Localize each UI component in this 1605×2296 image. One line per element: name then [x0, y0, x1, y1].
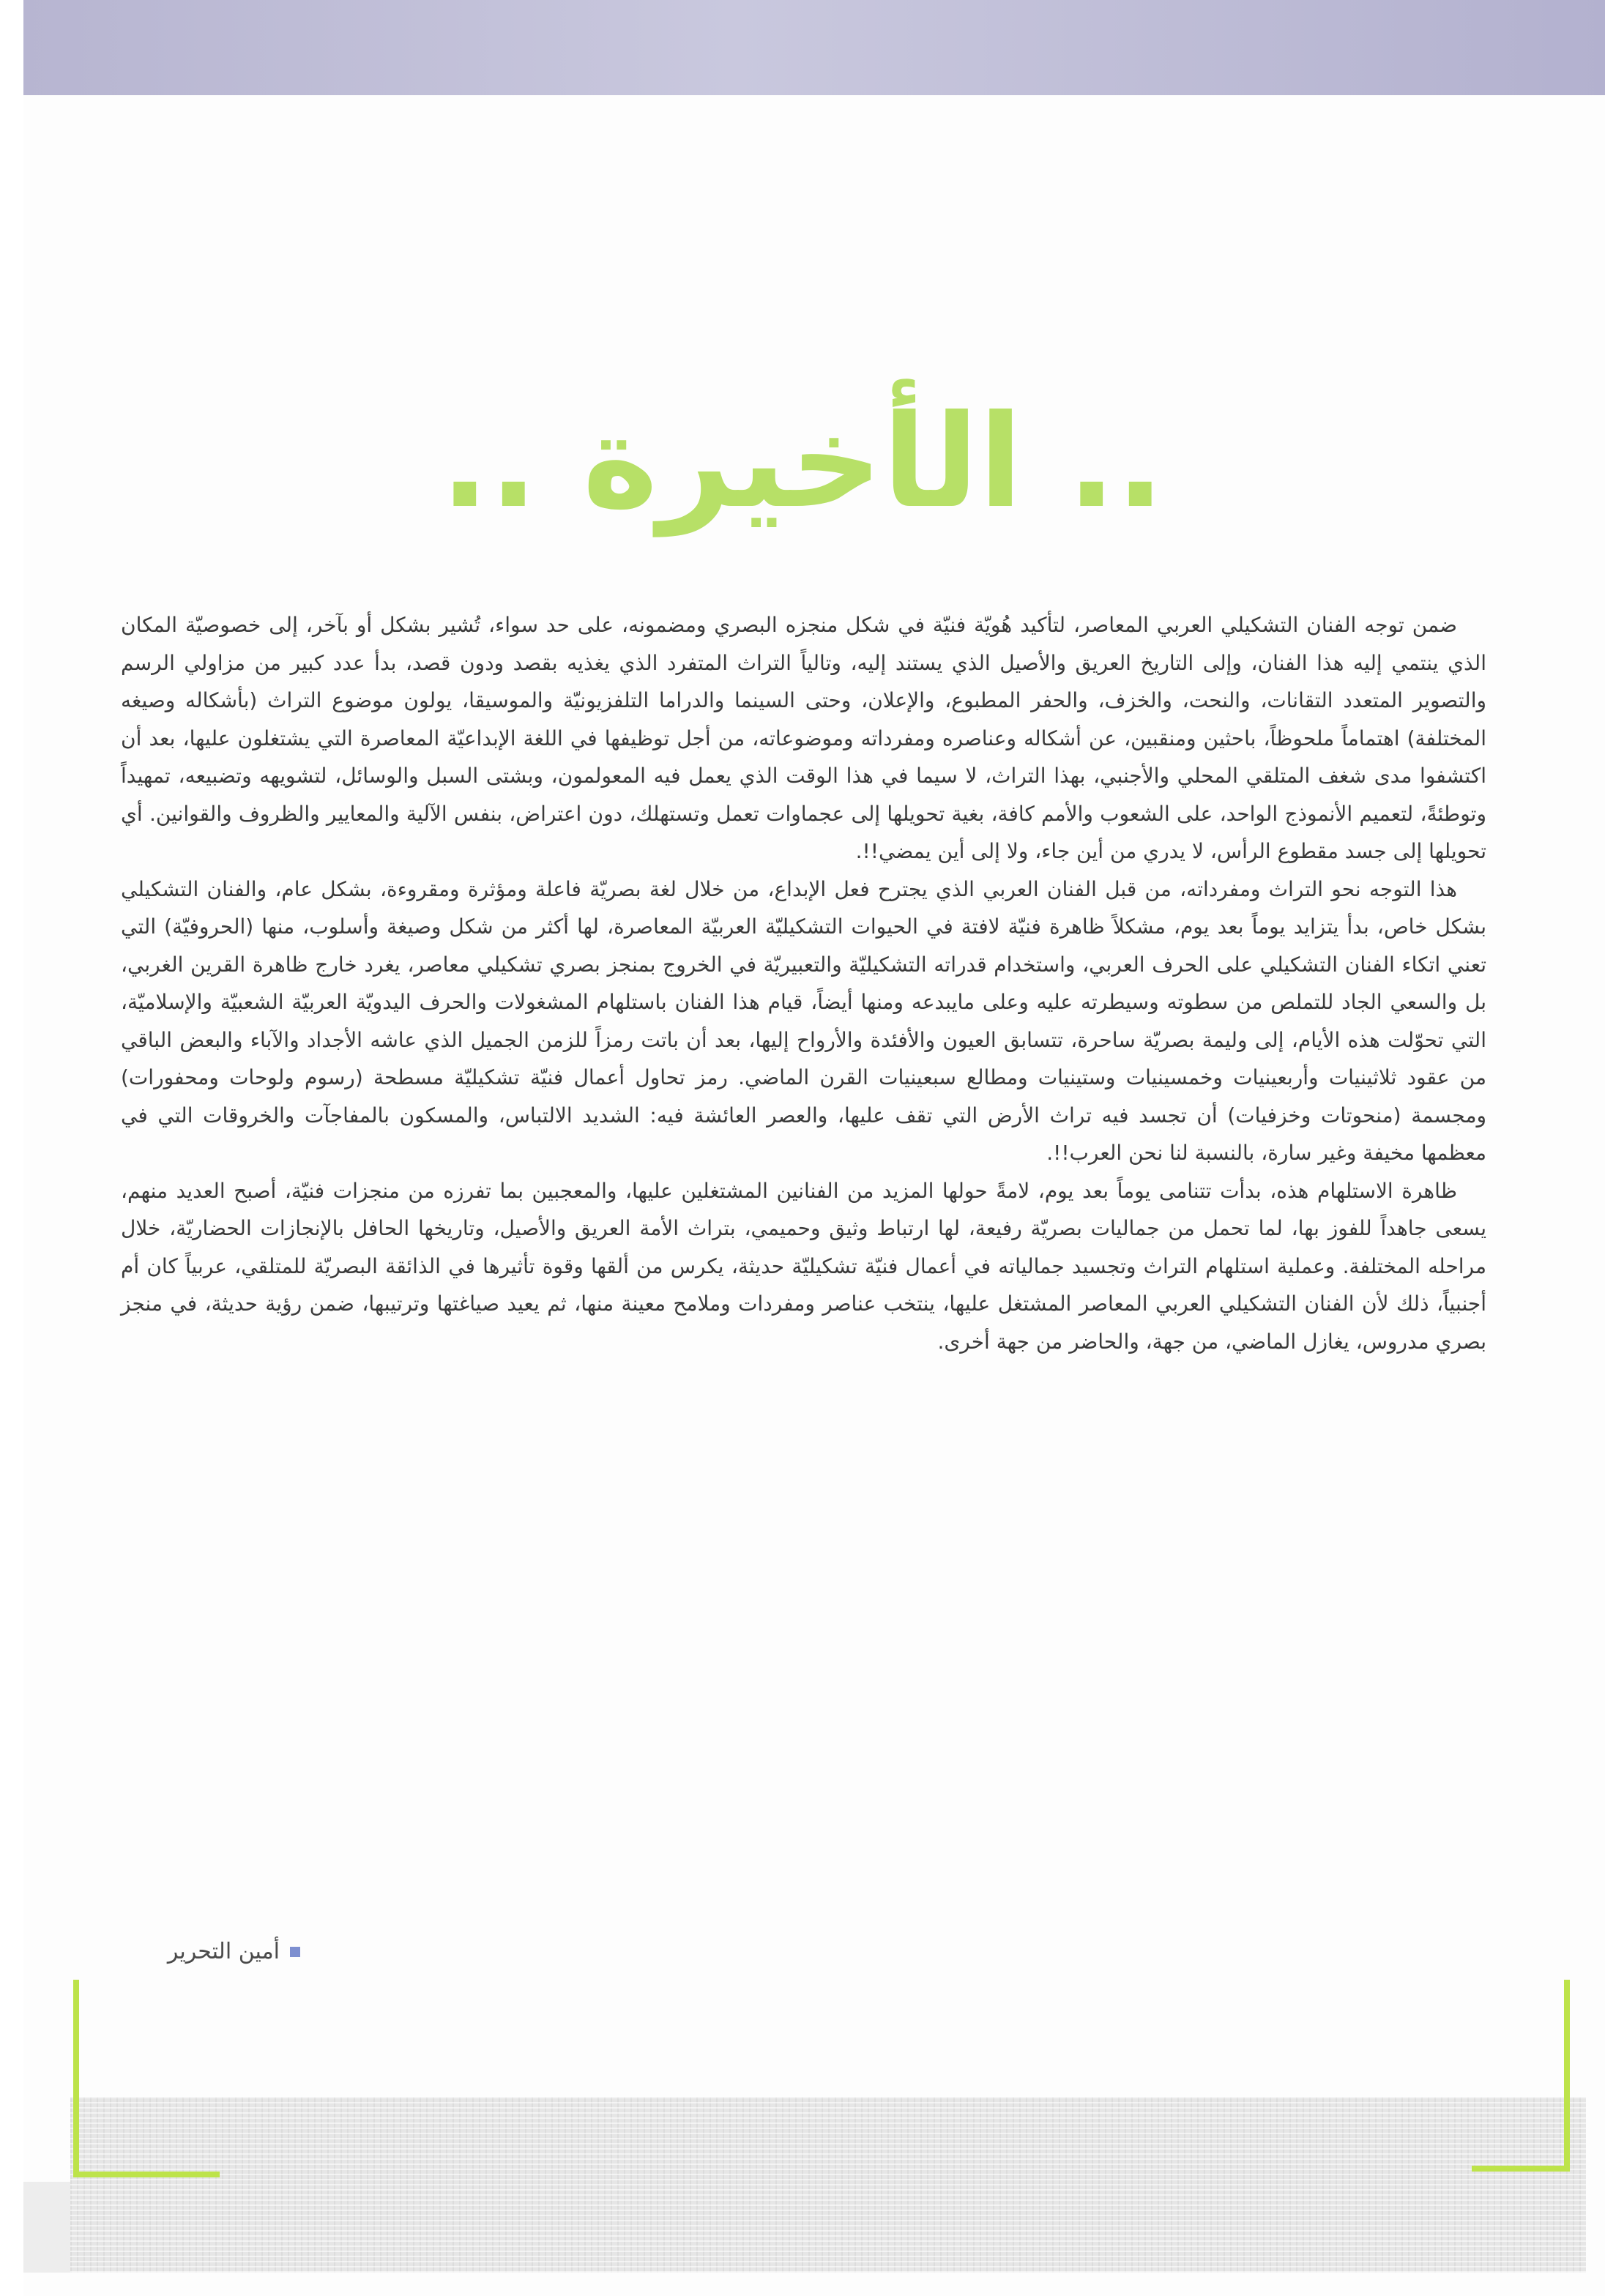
accent-line-right-vertical	[1564, 1980, 1570, 2172]
article-body	[121, 606, 1486, 1360]
signature-text: أمين التحرير	[167, 1939, 280, 1964]
top-decorative-band	[23, 0, 1605, 95]
accent-line-left-vertical	[73, 1980, 79, 2177]
paragraph-1: ضمن توجه الفنان التشكيلي العربي المعاصر، لتأكيد هُويّة فنيّة في شكل منجزه البصري ومضمونه، على حد سواء، تُشير بشكل أو بآخر، إلى خصوصيّة المكان الذي ينتمي إليه هذا الفنان، وإلى التاريخ العريق والأصيل الذي يستند إليه، وتالياً التراث المتفرد الذي يغذيه بقصد ودون قصد، بدأ عدد كبير من مزاولي الرسم والتصوير المتعدد التقانات، والنحت، والخزف، والحفر المطبوع، والإعلان، وحتى السينما والدراما التلفزيونيّة والموسيقا، يولون موضوع التراث (بأشكاله وصيغه المختلفة) اهتماماً ملحوظاً، باحثين ومنقبين، عن أشكاله وعناصره ومفرداته وموضوعاته، من أجل توظيفها في اللغة الإبداعيّة المعاصرة التي يشتغلون عليها، بعد أن اكتشفوا مدى شغف المتلقي المحلي والأجنبي، بهذا التراث، لا سيما في هذا الوقت الذي يعمل فيه المعولمون، وبشتى السبل والوسائل، لتشويهه وتضبيعه، تمهيداً وتوطئةً، لتعميم الأنموذج الواحد، على الشعوب والأمم كافة، بغية تحويلها إلى عجماوات تعمل وتستهلك، دون اعتراض، بنفس الآلية والمعايير والظروف والقوانين. أي تحويلها إلى جسد مقطوع الرأس، لا يدري من أين جاء، ولا إلى أين يمضي!!.	[121, 613, 1486, 863]
author-signature	[168, 1939, 300, 1964]
accent-line-left-horizontal	[73, 2172, 220, 2177]
paragraph-2: هذا التوجه نحو التراث ومفرداته، من قبل الفنان العربي الذي يجترح فعل الإبداع، من خلال لغة بصريّة فاعلة ومؤثرة ومقروءة، بشكل عام، والفنان التشكيلي بشكل خاص، بدأ يتزايد يوماً بعد يوم، مشكلاً ظاهرة فنيّة لافتة في الحيوات التشكيليّة العربيّة المعاصرة، لها أكثر من شكل وصيغة وأسلوب، منها (الحروفيّة) التي تعني اتكاء الفنان التشكيلي على الحرف العربي، واستخدام قدراته التشكيليّة والتعبيريّة في الخروج بمنجز بصري تشكيلي معاصر، يغرد خارج ظاهرة القرين الغربي، بل والسعي الجاد للتملص من سطوته وسيطرته عليه وعلى مايبدعه ومنها أيضاً، قيام هذا الفنان باستلهام المشغولات والحرف اليدويّة العربيّة الشعبيّة والإسلاميّة، التي تحوّلت هذه الأيام، إلى وليمة بصريّة ساحرة، تتسابق العيون والأفئدة والأرواح إليها، بعد أن باتت رمزاً للزمن الجميل الذي عاشه الأجداد والآباء والبعض الباقي من عقود ثلاثينيات وأربعينيات وخمسينيات وستينيات ومطالع سبعينيات القرن الماضي. رمز تحاول أعمال فنيّة تشكيليّة مسطحة (رسوم ولوحات ومحفورات) ومجسمة (منحوتات وخزفيات) أن تجسد فيه تراث الأرض التي تقف عليها، والعصر العائشة فيه: الشديد الالتباس، والمسكون بالمفاجآت والخروقات التي في معظمها مخيفة وغير سارة، بالنسبة لنا نحن العرب!!.	[121, 876, 1486, 1165]
bottom-decorative-band	[70, 2097, 1586, 2273]
paragraph-3: ظاهرة الاستلهام هذه، بدأت تتنامى يوماً بعد يوم، لامةً حولها المزيد من الفنانين المشتغلين عليها، والمعجبين بما تفرزه من منجزات فنيّة، أصبح العديد منهم، يسعى جاهداً للفوز بها، لما تحمل من جماليات بصريّة رفيعة، لها ارتباط وثيق وحميمي، بتراث الأمة العريق والأصيل، وتاريخها الحافل بالإنجازات الحضاريّة، خلال مراحله المختلفة. وعملية استلهام التراث وتجسيد جمالياته في أعمال فنيّة تشكيليّة حديثة، يكرس من ألقها وقوة تأثيرها في الذائقة البصريّة للمتلقي، عربياً كان أم أجنبياً، ذلك لأن الفنان التشكيلي العربي المعاصر المشتغل عليها، ينتخب عناصر ومفردات وملامح معينة منها، ثم يعيد صياغتها وترتيبها، ضمن رؤية حديثة، في منجز بصري مدروس، يغازل الماضي، من جهة، والحاضر من جهة أخرى.	[121, 1178, 1486, 1354]
accent-line-right-horizontal	[1472, 2166, 1570, 2172]
bottom-left-strip	[23, 2182, 70, 2273]
page-title: .. الأخيرة ..	[440, 388, 1165, 537]
square-bullet-icon	[290, 1947, 300, 1957]
left-margin	[0, 0, 23, 2296]
